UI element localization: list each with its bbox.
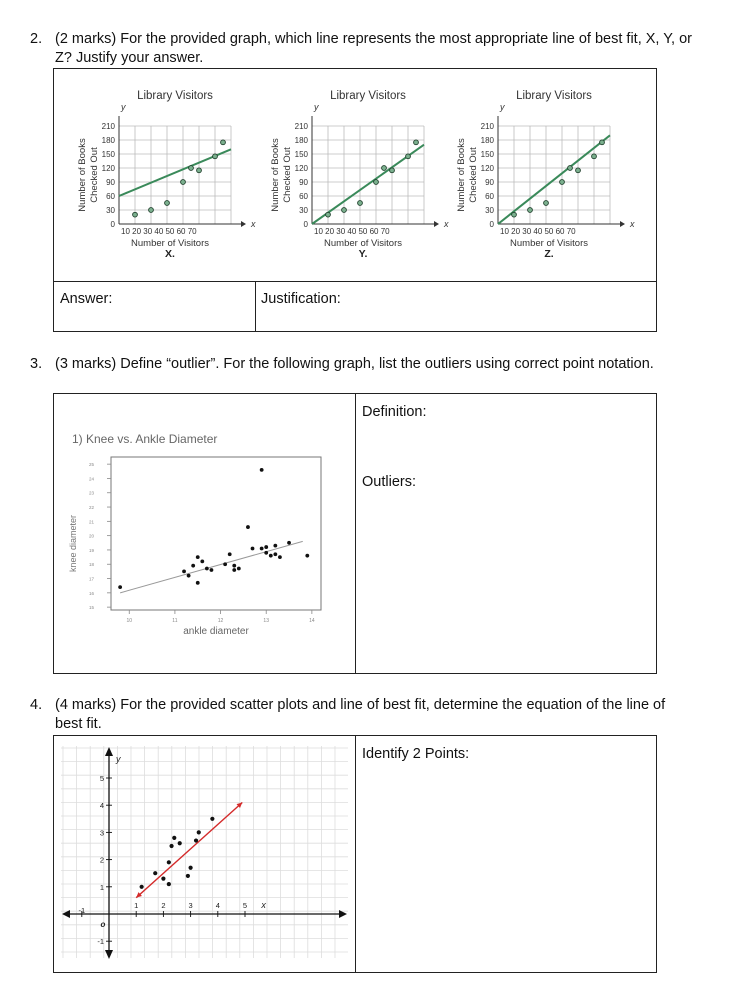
y-tick-label: 15 xyxy=(89,605,95,611)
data-point xyxy=(406,154,411,159)
data-point xyxy=(390,168,395,173)
y-tick-label: 1 xyxy=(99,882,104,892)
data-point xyxy=(528,208,533,213)
y-tick-label: 120 xyxy=(480,164,494,173)
graph-letter: X. xyxy=(165,248,175,260)
data-point xyxy=(182,569,186,573)
data-point xyxy=(237,567,241,571)
y-tick-label: 30 xyxy=(106,206,115,215)
data-point xyxy=(228,552,232,556)
x-axis-label: ankle diameter xyxy=(183,626,249,637)
question-text: (4 marks) For the provided scatter plots and line of best fit, determine the equation of the line of best fit. xyxy=(55,697,666,732)
data-point xyxy=(232,564,236,568)
data-point xyxy=(264,545,268,549)
x-tick-label: 5 xyxy=(242,901,248,910)
y-tick-label: 150 xyxy=(480,150,494,159)
data-point xyxy=(161,877,165,881)
data-point xyxy=(189,866,193,870)
y-tick-label: 60 xyxy=(485,192,494,201)
answer-label: Answer: xyxy=(60,291,113,307)
x-axis-arrow xyxy=(620,221,625,227)
graph-y xyxy=(270,90,449,260)
data-point xyxy=(326,212,331,217)
graph-letter: Z. xyxy=(544,248,554,260)
y-tick-label: 210 xyxy=(101,122,115,131)
y-axis-label: knee diameter xyxy=(68,514,78,573)
data-point xyxy=(133,212,138,217)
data-point xyxy=(232,568,236,572)
data-point xyxy=(374,180,379,185)
library-visitors-graphs xyxy=(54,69,656,280)
x-axis-arrow xyxy=(434,221,439,227)
y-tick-label: 0 xyxy=(110,220,115,229)
data-point xyxy=(181,180,186,185)
y-tick-label: 90 xyxy=(106,178,115,187)
x-tick-label: 1 xyxy=(134,901,139,910)
graph-title: Library Visitors xyxy=(330,90,406,102)
data-point xyxy=(149,208,154,213)
data-point xyxy=(512,212,517,217)
x-tick-label: 11 xyxy=(172,618,178,624)
fit-line-z xyxy=(498,135,610,224)
data-point xyxy=(197,168,202,173)
data-point xyxy=(260,468,264,472)
data-point xyxy=(196,555,200,559)
data-point xyxy=(172,836,176,840)
origin-label: o xyxy=(100,920,106,929)
column-divider xyxy=(255,281,256,331)
data-point xyxy=(200,559,204,563)
y-axis-label: Number of Books xyxy=(456,138,467,212)
graph-z xyxy=(456,90,635,260)
justification-label: Justification: xyxy=(261,291,341,307)
y-axis-arrow-down xyxy=(105,950,113,959)
identify-points-label: Identify 2 Points: xyxy=(362,746,470,762)
x-axis-label: Number of Visitors xyxy=(131,238,209,249)
y-tick-label: 16 xyxy=(89,590,95,596)
y-tick-label: 25 xyxy=(89,462,95,468)
data-point xyxy=(600,140,605,145)
data-point xyxy=(167,860,171,864)
y-axis-letter: y xyxy=(314,102,319,112)
x-tick-labels: 10 20 30 40 50 60 70 xyxy=(314,227,390,236)
y-tick-label: 4 xyxy=(99,801,104,811)
data-point xyxy=(169,844,173,848)
data-point xyxy=(305,554,309,558)
row-divider xyxy=(54,281,656,282)
y-tick-label: 180 xyxy=(480,136,494,145)
y-tick-label: 17 xyxy=(89,576,95,582)
y-axis-letter: y xyxy=(121,102,126,112)
data-point xyxy=(191,564,195,568)
definition-label: Definition: xyxy=(362,404,427,420)
data-point xyxy=(273,552,277,556)
y-tick-label: 30 xyxy=(485,206,494,215)
y-tick-label: 18 xyxy=(89,562,95,568)
q3-table xyxy=(53,393,657,674)
data-point xyxy=(358,201,363,206)
y-tick-label: 120 xyxy=(101,164,115,173)
q2-table xyxy=(53,68,657,332)
question-text: (2 marks) For the provided graph, which line represents the most appropriate line of best fit, X, Y, or Z? Justify your answer. xyxy=(55,31,692,66)
question-number: 2. xyxy=(30,31,43,47)
data-point xyxy=(153,871,157,875)
y-tick-label: 19 xyxy=(89,547,95,553)
y-tick-label: 180 xyxy=(294,136,308,145)
data-point xyxy=(269,554,273,558)
data-point xyxy=(576,168,581,173)
data-point xyxy=(210,568,214,572)
x-tick-labels: 10 20 30 40 50 60 70 xyxy=(500,227,576,236)
y-tick-label: 120 xyxy=(294,164,308,173)
y-tick-label: 0 xyxy=(303,220,308,229)
y-axis-label: Checked Out xyxy=(89,147,100,203)
y-axis-label: Checked Out xyxy=(282,147,293,203)
data-point xyxy=(189,166,194,171)
data-point xyxy=(592,154,597,159)
x-tick-label: 12 xyxy=(217,618,224,624)
y-tick-label: 30 xyxy=(299,206,308,215)
coordinate-grid-graph xyxy=(54,736,354,972)
data-point xyxy=(197,830,201,834)
data-point xyxy=(210,817,214,821)
question-number: 3. xyxy=(30,356,43,372)
data-point xyxy=(167,882,171,886)
data-point xyxy=(165,201,170,206)
data-point xyxy=(221,140,226,145)
y-axis-label: Number of Books xyxy=(77,138,88,212)
y-tick-label: 150 xyxy=(101,150,115,159)
y-tick-label: 210 xyxy=(294,122,308,131)
question-number: 4. xyxy=(30,697,43,713)
x-axis-label: Number of Visitors xyxy=(510,238,588,249)
data-point xyxy=(342,208,347,213)
y-tick-label: 0 xyxy=(489,220,494,229)
data-point xyxy=(246,525,250,529)
x-tick-label: 10 xyxy=(126,618,133,624)
data-point xyxy=(196,581,200,585)
x-tick-label: 3 xyxy=(188,901,193,910)
y-tick-label: 24 xyxy=(89,476,95,482)
x-axis-label: Number of Visitors xyxy=(324,238,402,249)
y-tick-label: 180 xyxy=(101,136,115,145)
y-tick-label: 2 xyxy=(99,855,104,865)
data-point xyxy=(187,574,191,578)
y-tick-label: 3 xyxy=(99,828,104,838)
y-axis-letter: y xyxy=(500,102,505,112)
y-tick-label: 60 xyxy=(299,192,308,201)
data-point xyxy=(560,180,565,185)
y-axis-letter: y xyxy=(116,754,121,764)
y-tick-label: 5 xyxy=(99,774,104,783)
y-tick-label: 150 xyxy=(294,150,308,159)
fit-line xyxy=(120,541,303,592)
y-tick-label: 23 xyxy=(89,490,95,496)
data-point xyxy=(273,544,277,548)
x-axis-letter: x xyxy=(251,219,256,229)
outliers-label: Outliers: xyxy=(362,474,416,490)
data-point xyxy=(544,201,549,206)
x-tick-label: -1 xyxy=(78,906,86,915)
column-divider xyxy=(355,394,356,673)
data-point xyxy=(223,562,227,566)
x-tick-label: 14 xyxy=(309,618,315,624)
data-point xyxy=(260,547,264,551)
y-tick-label: 210 xyxy=(480,122,494,131)
graph-letter: Y. xyxy=(358,248,368,260)
data-point xyxy=(414,140,419,145)
x-tick-label: 2 xyxy=(161,901,166,910)
y-tick-label: 20 xyxy=(89,533,95,539)
data-point xyxy=(278,555,282,559)
y-axis-label: Checked Out xyxy=(468,147,479,203)
y-tick-label: 90 xyxy=(299,178,308,187)
graph-title: Library Visitors xyxy=(137,90,213,102)
data-point xyxy=(186,874,190,878)
data-point xyxy=(205,567,209,571)
x-axis-letter: x xyxy=(444,219,449,229)
x-tick-label: 4 xyxy=(215,901,220,910)
data-point xyxy=(264,551,268,555)
data-point xyxy=(118,585,122,589)
data-point xyxy=(568,166,573,171)
y-axis-label: Number of Books xyxy=(270,138,281,212)
data-point xyxy=(194,838,198,842)
y-tick-label: 60 xyxy=(106,192,115,201)
x-tick-labels: 10 20 30 40 50 60 70 xyxy=(121,227,197,236)
data-point xyxy=(213,154,218,159)
q4-table xyxy=(53,735,657,973)
knee-ankle-graph xyxy=(54,394,354,673)
y-tick-label: 90 xyxy=(485,178,494,187)
y-tick-label: 21 xyxy=(89,519,95,525)
data-point xyxy=(382,166,387,171)
question-text: (3 marks) Define “outlier”. For the following graph, list the outliers using correct point notation. xyxy=(55,356,654,372)
column-divider xyxy=(355,736,356,972)
y-tick-label: 22 xyxy=(89,505,95,511)
graph-title: Library Visitors xyxy=(516,90,592,102)
x-axis-letter: x xyxy=(261,900,266,910)
data-point xyxy=(178,841,182,845)
x-tick-label: 13 xyxy=(263,618,269,624)
graph-title: 1) Knee vs. Ankle Diameter xyxy=(72,432,218,446)
graph-x xyxy=(77,90,256,260)
data-point xyxy=(251,547,255,551)
x-axis-arrow xyxy=(241,221,246,227)
data-point xyxy=(287,541,291,545)
x-axis-letter: x xyxy=(630,219,635,229)
y-tick-label: -1 xyxy=(97,937,104,947)
data-point xyxy=(140,885,144,889)
